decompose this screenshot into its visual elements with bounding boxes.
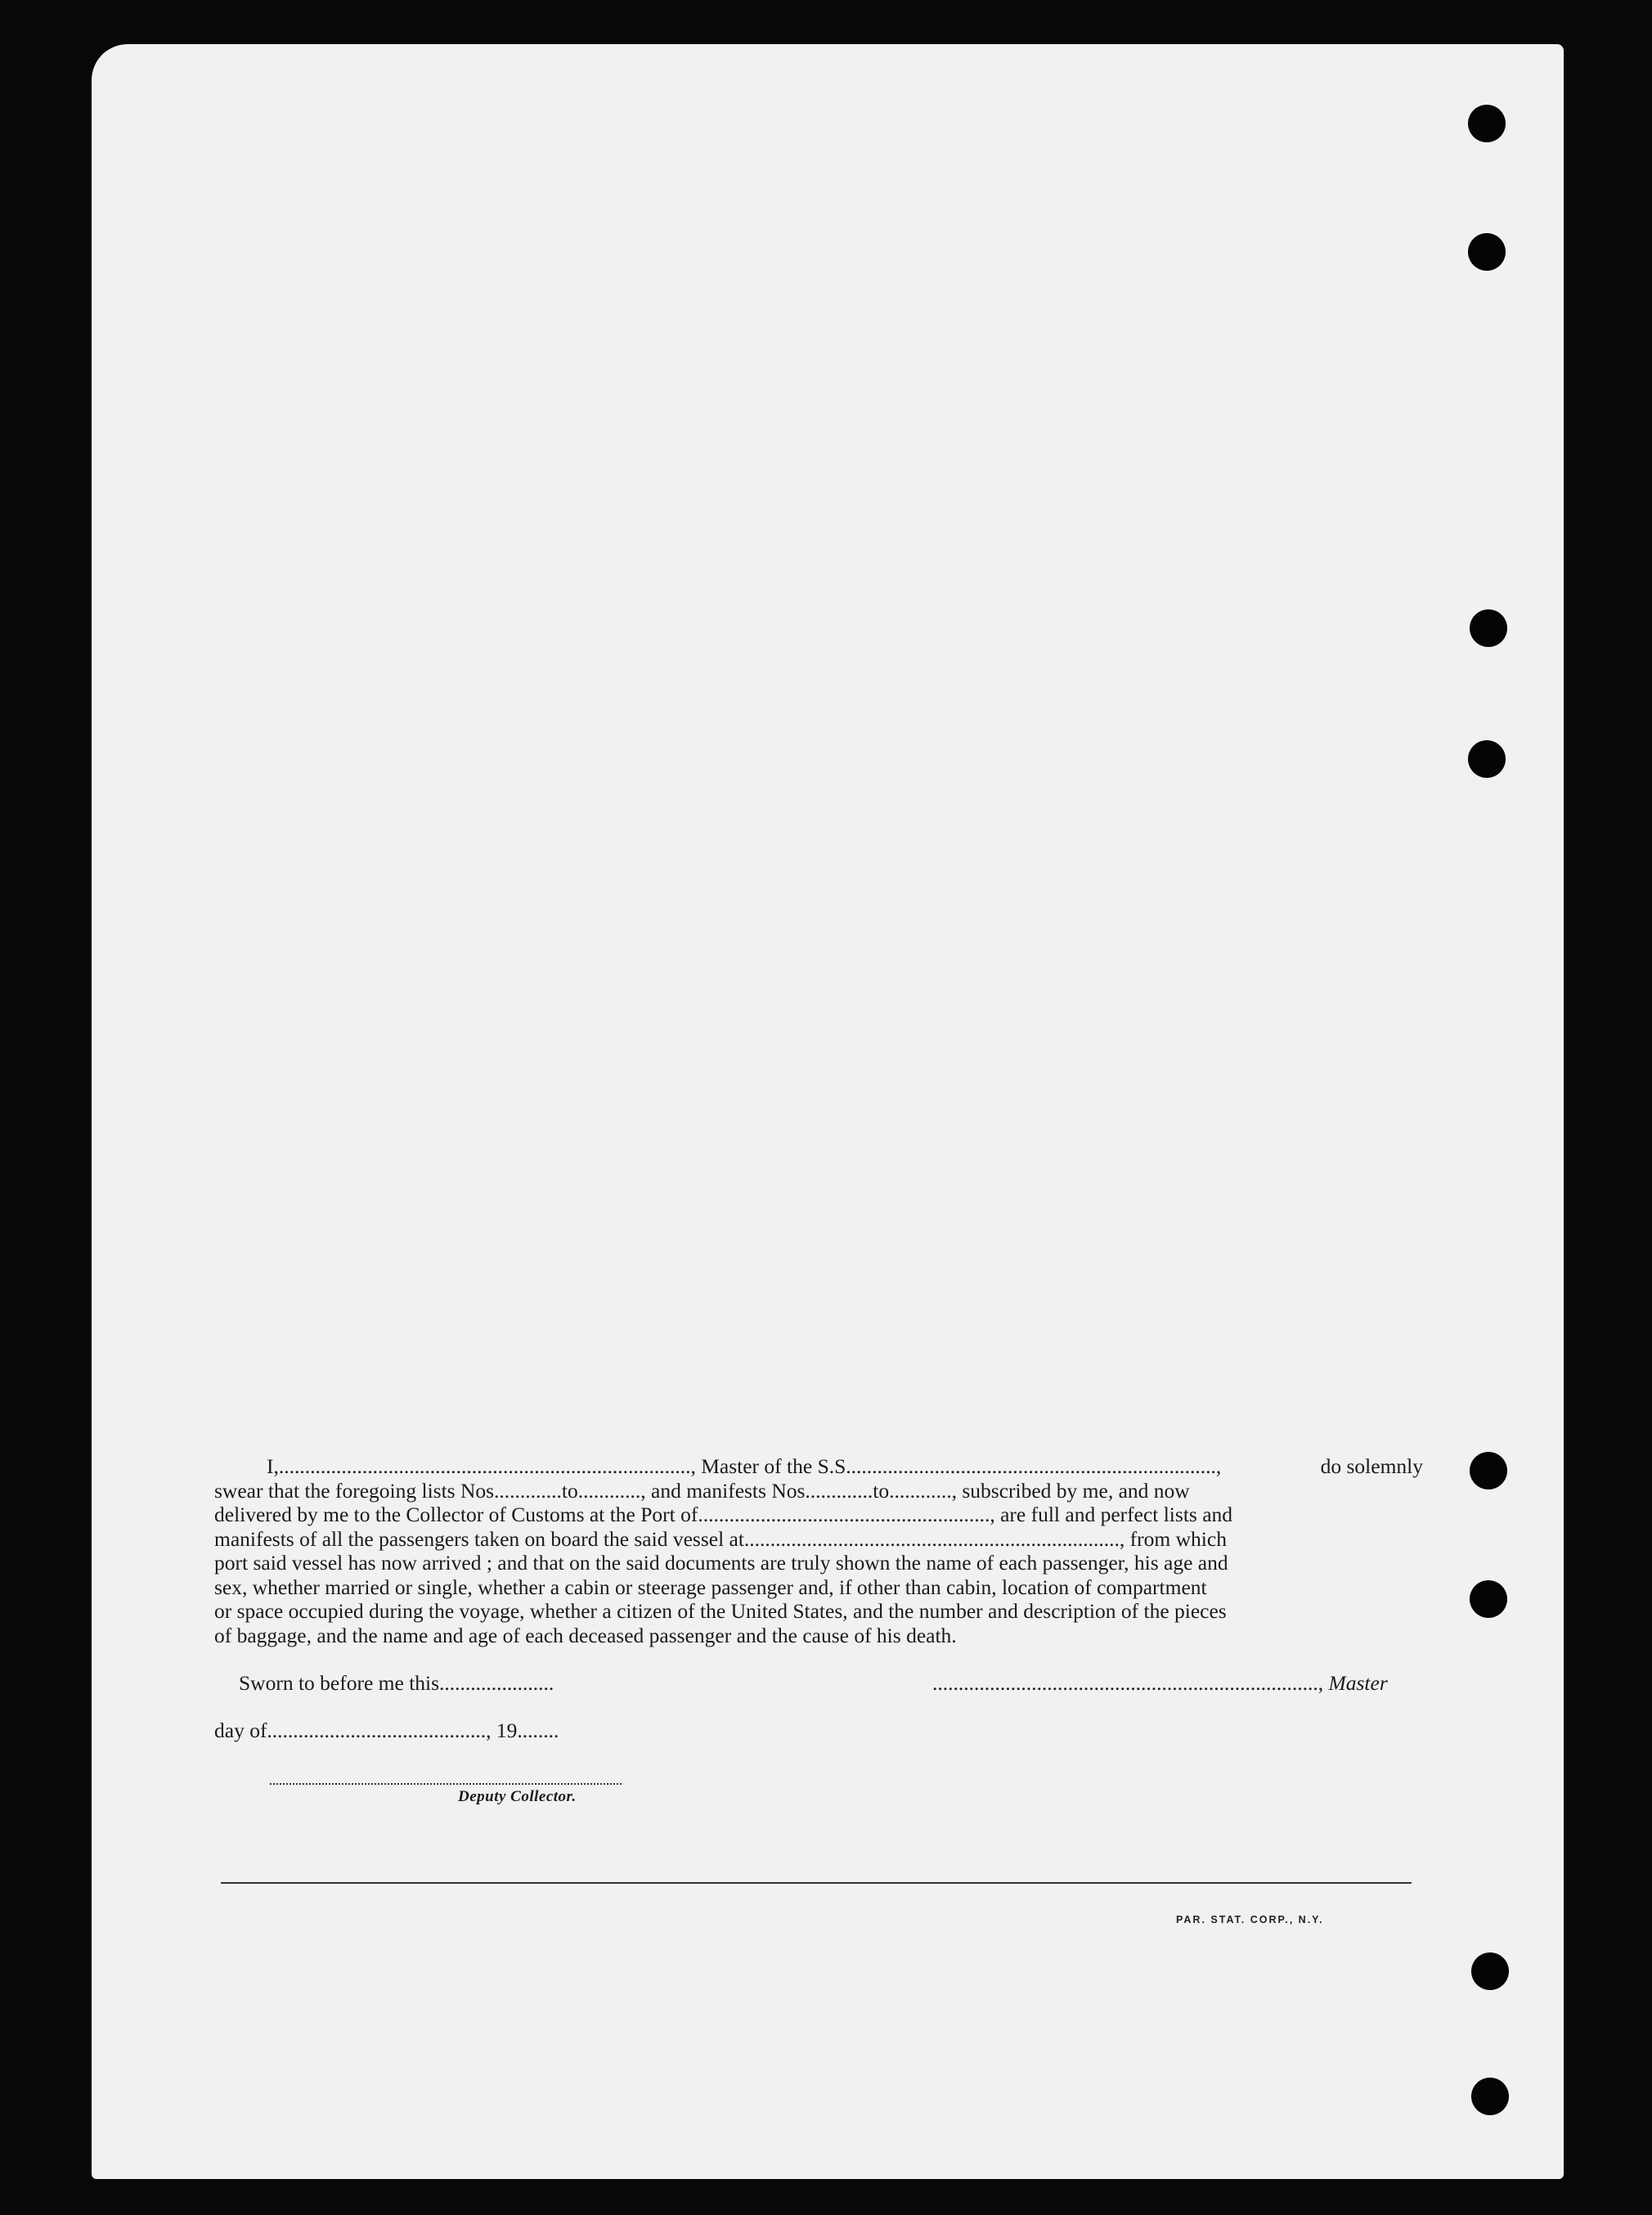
master-signature-line <box>932 1671 1388 1696</box>
oath-line: swear that the foregoing lists Nos.............to............, and manifests Nos.............to............, subscribed by me, and now <box>214 1478 1190 1503</box>
binder-hole <box>1470 609 1507 647</box>
binder-hole <box>1471 2078 1509 2115</box>
printer-imprint: PAR. STAT. CORP., N.Y. <box>1176 1914 1324 1925</box>
oath-paragraph <box>214 1454 1423 1647</box>
horizontal-rule <box>221 1882 1412 1884</box>
binder-hole <box>1468 105 1506 142</box>
oath-line: I,..............................................................................., Master of the S.S......................................................................., do solemnly <box>267 1454 1423 1478</box>
binder-hole <box>1468 740 1506 778</box>
oath-line: of baggage, and the name and age of each deceased passenger and the cause of his death. <box>214 1623 957 1647</box>
oath-line: delivered by me to the Collector of Customs at the Port of........................................................, are full and perfect lists and <box>214 1503 1233 1526</box>
oath-line: manifests of all the passengers taken on board the said vessel at........................................................................, from which <box>214 1526 1227 1551</box>
binder-hole <box>1470 1580 1507 1618</box>
oath-line: or space occupied during the voyage, whether a citizen of the United States, and the number and description of the pieces <box>214 1599 1227 1623</box>
master-dots: .........................................................................., <box>932 1671 1324 1695</box>
day-of-line: day of.........................................., 19........ <box>214 1719 559 1742</box>
binder-hole <box>1468 233 1506 271</box>
document-page <box>92 44 1564 2179</box>
deputy-signature-dots <box>270 1783 622 1785</box>
master-label: Master <box>1328 1671 1388 1695</box>
oath-line: sex, whether married or single, whether a cabin or steerage passenger and, if other than cabin, location of compartment <box>214 1575 1207 1599</box>
deputy-collector-label: Deputy Collector. <box>458 1788 577 1805</box>
binder-hole <box>1470 1452 1507 1489</box>
sworn-text: Sworn to before me this...................... <box>239 1671 554 1695</box>
oath-line: port said vessel has now arrived ; and that on the said documents are truly shown the name of each passenger, his age and <box>214 1551 1228 1575</box>
binder-hole <box>1471 1952 1509 1990</box>
